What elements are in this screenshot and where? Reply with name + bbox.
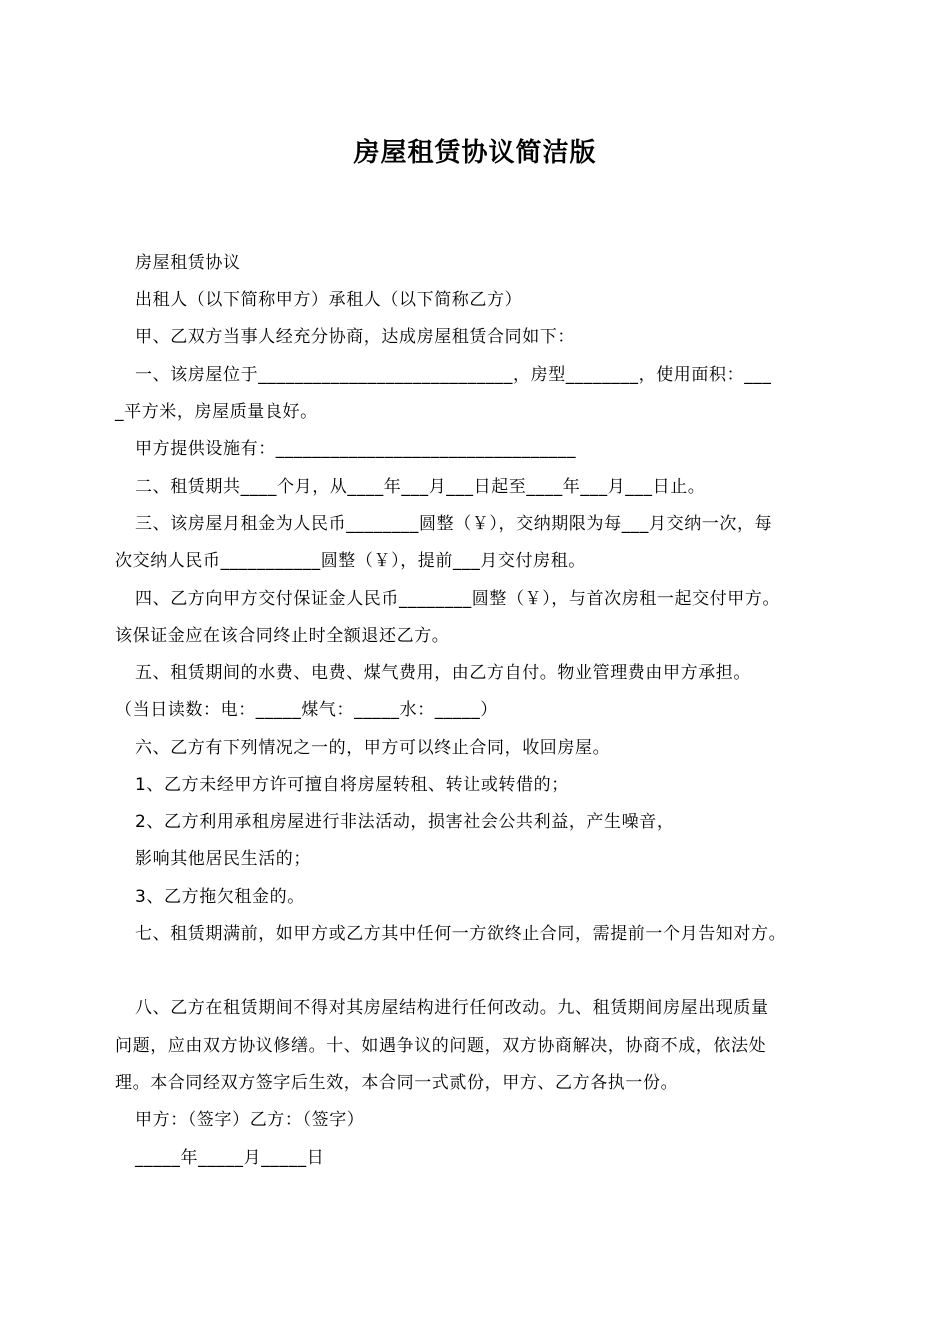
paragraph-line: _平方米，房屋质量良好。 [115, 402, 318, 422]
paragraph-line: 房屋租赁协议 [135, 253, 241, 273]
paragraph-line: 五、租赁期间的水费、电费、煤气费用，由乙方自付。物业管理费由甲方承担。 [135, 663, 751, 683]
paragraph-line: 出租人（以下简称甲方）承租人（以下简称乙方） [135, 290, 523, 310]
paragraph-line: 一、该房屋位于____________________________，房型________，使用面积：___ [135, 365, 772, 385]
signature-line: 甲方：（签字）乙方：（签字） [135, 1110, 365, 1130]
paragraph-line: 该保证金应在该合同终止时全额退还乙方。 [115, 626, 450, 646]
paragraph-line: 二、租赁期共____个月，从____年___月___日起至____年___月___日止。 [135, 477, 706, 497]
list-item: 1、乙方未经甲方许可擅自将房屋转租、转让或转借的； [135, 775, 569, 795]
paragraph-line: 甲方提供设施有：_________________________________ [135, 439, 577, 459]
paragraph-line: 八、乙方在租赁期间不得对其房屋结构进行任何改动。九、租赁期间房屋出现质量 [135, 998, 769, 1018]
paragraph-line: 理。本合同经双方签字后生效，本合同一式贰份，甲方、乙方各执一份。 [115, 1073, 679, 1093]
paragraph-line: 三、该房屋月租金为人民币________圆整（￥），交纳期限为每___月交纳一次，每 [135, 514, 773, 534]
paragraph-line: 甲、乙双方当事人经充分协商，达成房屋租赁合同如下： [135, 327, 575, 347]
document-title: 房屋租赁协议简洁版 [353, 138, 597, 168]
paragraph-line: 六、乙方有下列情况之一的，甲方可以终止合同，收回房屋。 [135, 738, 611, 758]
list-item: 3、乙方拖欠租金的。 [135, 887, 305, 907]
list-item: 影响其他居民生活的； [135, 849, 311, 869]
list-item: 2、乙方利用承租房屋进行非法活动，损害社会公共利益，产生噪音， [135, 812, 675, 832]
paragraph-line: 四、乙方向甲方交付保证金人民币________圆整（￥），与首次房租一起交付甲方。 [135, 589, 781, 609]
paragraph-line: 问题，应由双方协议修缮。十、如遇争议的问题，双方协商解决，协商不成，依法处 [115, 1036, 767, 1056]
paragraph-line: 次交纳人民币___________圆整（￥），提前___月交付房租。 [115, 551, 586, 571]
paragraph-line: 七、租赁期满前，如甲方或乙方其中任何一方欲终止合同，需提前一个月告知对方。 [135, 924, 787, 944]
paragraph-line: （当日读数：电：_____煤气：_____水：_____） [115, 700, 498, 720]
date-line: _____年_____月_____日 [135, 1148, 325, 1168]
